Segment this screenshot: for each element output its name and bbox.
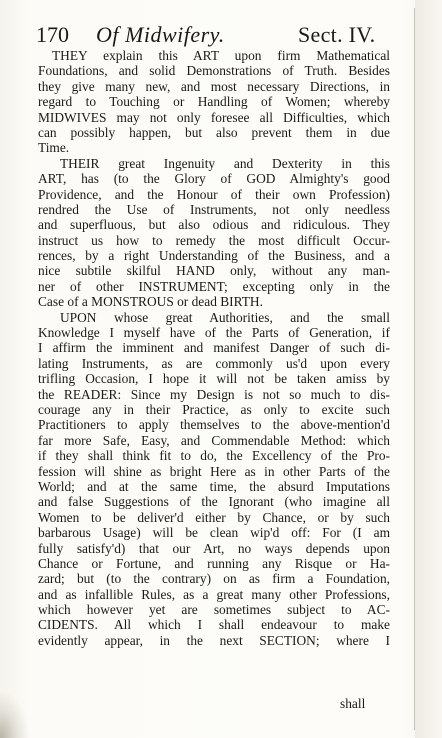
text-line: trifling Occasion, I hope it will not be taken amiss by xyxy=(38,371,390,387)
body-text xyxy=(38,48,390,648)
text-line: fully satisfy'd) that our Art, no ways depends upon xyxy=(38,540,390,556)
text-line: courage any in their Practice, as only to excite such xyxy=(38,401,390,417)
text-line: I affirm the imminent and manifest Danger of such di- xyxy=(38,340,390,356)
text-line: THEY explain this ART upon firm Mathematical xyxy=(52,48,390,63)
text-line: Knowledge I myself have of the Parts of Generation, if xyxy=(38,325,390,341)
text-line: CIDENTS. All which I shall endeavour to make xyxy=(38,617,390,633)
text-line: World; and at the same time, the absurd Imputations xyxy=(38,478,390,494)
text-line: and false Suggestions of the Ignorant (who imagine all xyxy=(38,494,390,510)
text-line: they give many new, and most necessary Directions, in xyxy=(38,78,390,94)
text-line: THEIR great Ingenuity and Dexterity in this xyxy=(60,155,390,171)
text-line: lating Instruments, as are commonly us'd upon every xyxy=(38,355,390,371)
text-line: rences, by a right Understanding of the Business, and a xyxy=(38,248,390,264)
text-line: barbarous Usage) will be clean wip'd off: For (I am xyxy=(38,525,390,541)
text-line: and superfluous, but also odious and ridiculous. They xyxy=(38,217,390,233)
text-line: ner of other INSTRUMENT; excepting only in the xyxy=(38,278,390,294)
text-line: the READER: Since my Design is not so much to dis- xyxy=(38,386,390,402)
text-line: zard; but (to the contrary) on as firm a Foundation, xyxy=(38,571,390,587)
text-line: which however yet are sometimes subject to AC- xyxy=(38,602,390,618)
text-line: Women to be deliver'd either by Chance, or by such xyxy=(38,509,390,525)
text-line: Practitioners to apply themselves to the above-mention'd xyxy=(38,417,390,433)
page-edge-line xyxy=(414,8,415,730)
text-line: fession will shine as bright Here as in other Parts of the xyxy=(38,463,390,479)
text-line: rendred the Use of Instruments, not only needless xyxy=(38,201,390,217)
text-line: instruct us how to remedy the most difficult Occur- xyxy=(38,232,390,248)
text-line: ART, has (to the Glory of GOD Almighty's good xyxy=(38,171,390,187)
text-line: MIDWIVES may not only foresee all Difficulties, which xyxy=(38,109,390,125)
text-line: Case of a MONSTROUS or dead BIRTH. xyxy=(38,294,263,310)
catchword: shall xyxy=(340,696,366,711)
text-line: far more Safe, Easy, and Commendable Method: which xyxy=(38,432,390,448)
page-stain xyxy=(0,690,30,738)
text-line: Providence, and the Honour of their own Profession) xyxy=(38,186,390,202)
text-line: and as infallible Rules, as a great many other Professions, xyxy=(38,586,390,602)
page-gutter-shade xyxy=(415,0,442,738)
text-line: regard to Touching or Handling of Women; whereby xyxy=(38,94,390,110)
text-line: nice subtile skilful HAND only, without any man- xyxy=(38,263,390,279)
section-label: Sect. IV. xyxy=(298,22,376,47)
text-line: evidently appear, in the next SECTION; where I xyxy=(38,632,390,648)
running-title: Of Midwifery. xyxy=(96,22,225,47)
page-number: 170 xyxy=(36,22,69,47)
text-line: Chance or Fortune, and running any Risque or Ha- xyxy=(38,555,390,571)
text-line: can possibly happen, but also prevent them in due xyxy=(38,124,390,140)
text-line: UPON whose great Authorities, and the small xyxy=(60,309,390,325)
text-line: Foundations, and solid Demonstrations of Truth. Besides xyxy=(38,63,390,79)
text-line: Time. xyxy=(38,140,70,156)
text-line: if they shall think fit to do, the Excellency of the Pro- xyxy=(38,448,390,464)
